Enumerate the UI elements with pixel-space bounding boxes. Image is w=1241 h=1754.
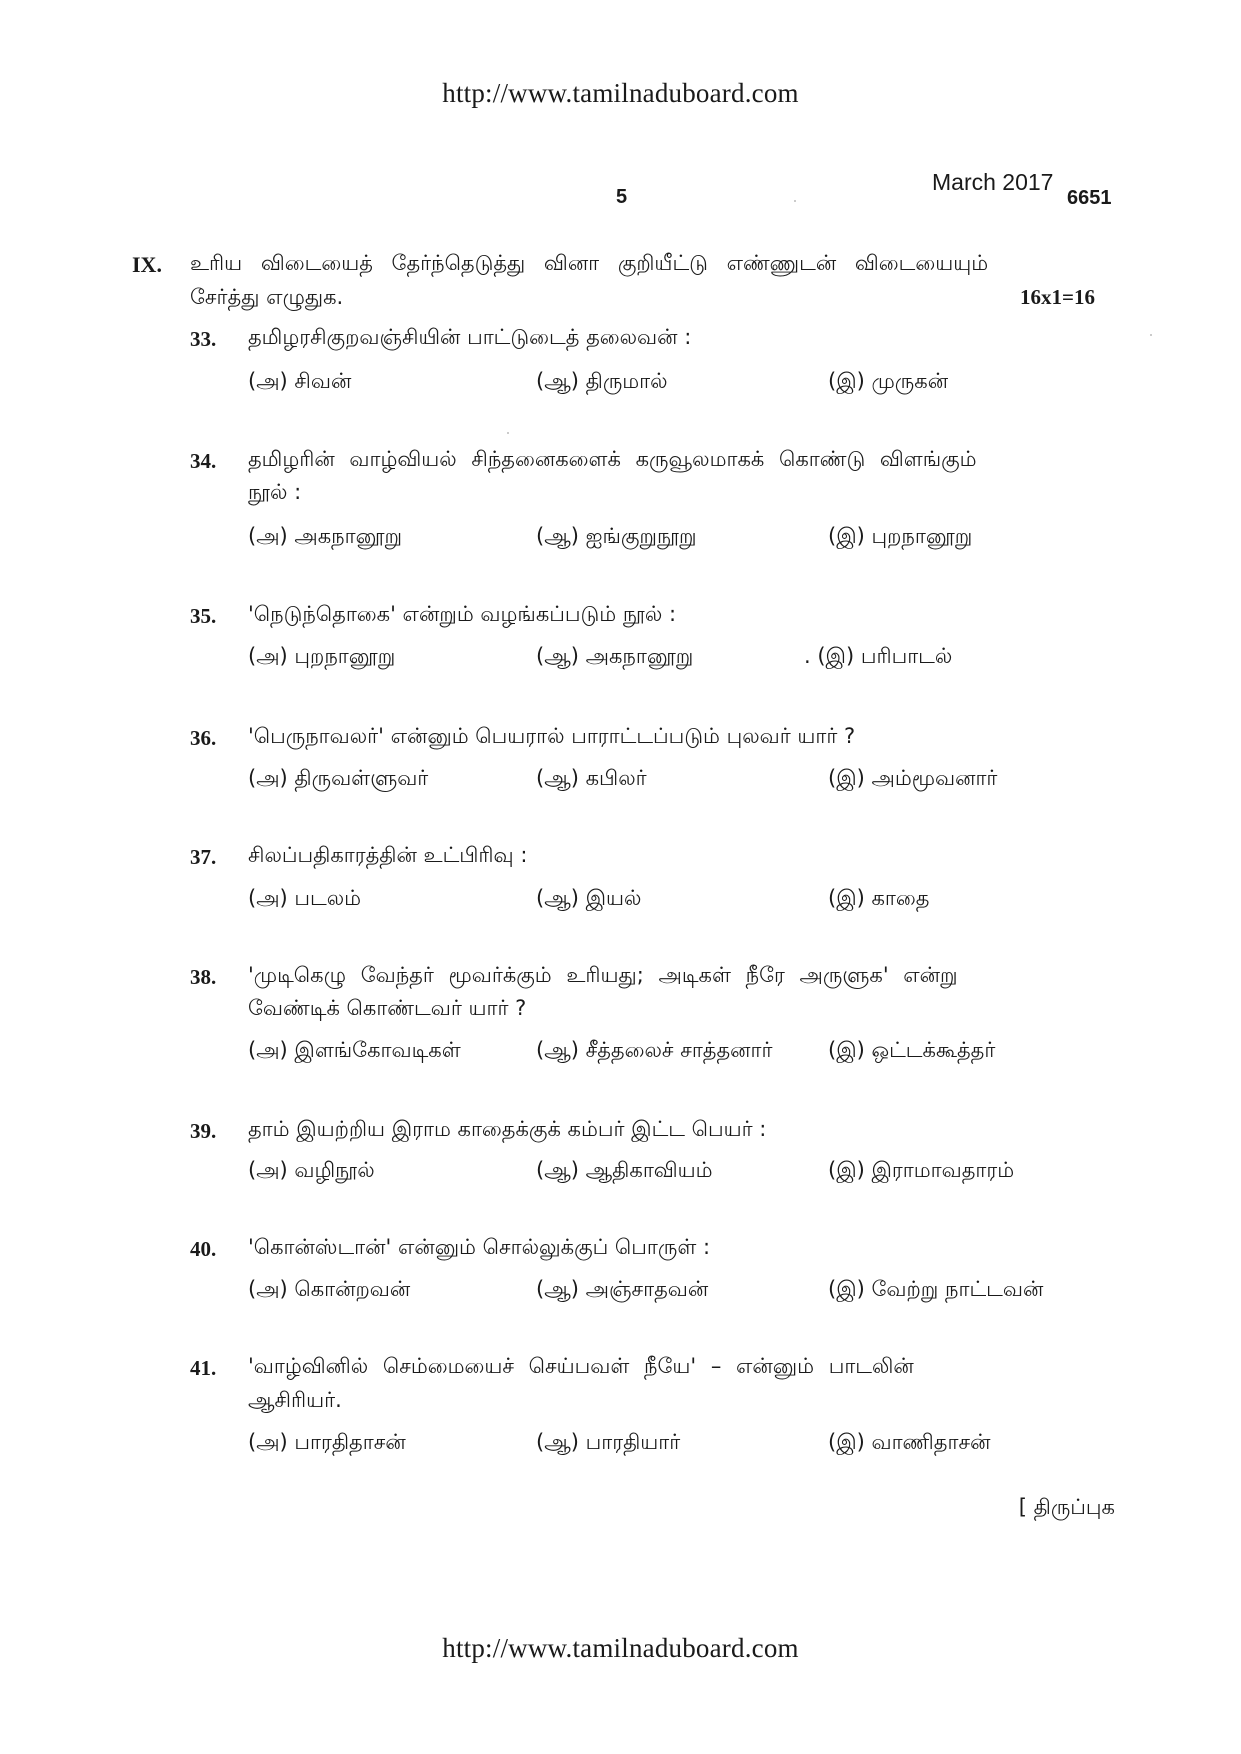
option-a: (அ) கொன்றவன் xyxy=(248,1277,411,1301)
option-b: (ஆ) அகநானூறு xyxy=(536,644,694,668)
option-a: (அ) படலம் xyxy=(248,886,362,910)
question-number: 34. xyxy=(190,449,217,473)
option-b: (ஆ) திருமால் xyxy=(536,369,668,393)
option-b: (ஆ) கபிலர் xyxy=(536,766,647,790)
option-c: (இ) ஒட்டக்கூத்தர் xyxy=(828,1038,996,1062)
source-url-bottom: http://www.tamilnaduboard.com xyxy=(442,1633,799,1663)
option-c: . (இ) பரிபாடல் xyxy=(804,644,953,668)
option-a: (அ) திருவள்ளுவர் xyxy=(248,766,429,790)
option-a: (அ) அகநானூறு xyxy=(248,524,403,548)
question-text: தமிழரசிகுறவஞ்சியின் பாட்டுடைத் தலைவன் : xyxy=(248,325,692,349)
option-b: (ஆ) ஐங்குறுநூறு xyxy=(536,524,697,548)
question-text-continued: ஆசிரியர். xyxy=(248,1388,342,1412)
scan-speck xyxy=(507,432,509,434)
option-c: (இ) முருகன் xyxy=(828,369,949,393)
question-number: 35. xyxy=(190,604,217,628)
question-text-continued: வேண்டிக் கொண்டவர் யார் ? xyxy=(248,996,527,1020)
section-numeral: IX. xyxy=(132,252,162,277)
option-c: (இ) வாணிதாசன் xyxy=(828,1430,991,1454)
question-number: 40. xyxy=(190,1237,217,1261)
question-text: 'கொன்ஸ்டான்' என்னும் சொல்லுக்குப் பொருள் : xyxy=(248,1235,711,1259)
option-a: (அ) சிவன் xyxy=(248,369,352,393)
option-a: (அ) வழிநூல் xyxy=(248,1158,375,1182)
option-a: (அ) புறநானூறு xyxy=(248,644,396,668)
option-c: (இ) புறநானூறு xyxy=(828,524,973,548)
option-b: (ஆ) அஞ்சாதவன் xyxy=(536,1277,709,1301)
page-number: 5 xyxy=(616,186,628,208)
question-text: 'நெடுந்தொகை' என்றும் வழங்கப்படும் நூல் : xyxy=(248,602,677,626)
question-text: சிலப்பதிகாரத்தின் உட்பிரிவு : xyxy=(248,843,528,867)
option-b: (ஆ) ஆதிகாவியம் xyxy=(536,1158,713,1182)
option-b: (ஆ) சீத்தலைச் சாத்தனார் xyxy=(536,1038,773,1062)
question-text: 'பெருநாவலர்' என்னும் பெயரால் பாராட்டப்படும் புலவர் யார் ? xyxy=(248,724,856,748)
section-instruction-line2: சேர்த்து எழுதுக. xyxy=(190,285,344,309)
section-marks: 16x1=16 xyxy=(1020,285,1095,309)
exam-month: March 2017 xyxy=(932,169,1054,195)
question-text: 'முடிகெழு வேந்தர் மூவர்க்கும் உரியது; அடிகள் நீரே அருளுக' என்று xyxy=(248,963,958,987)
option-c: (இ) காதை xyxy=(828,886,930,910)
source-url-top: http://www.tamilnaduboard.com xyxy=(442,78,799,108)
question-text: 'வாழ்வினில் செம்மையைச் செய்பவள் நீயே' – என்னும் பாடலின் xyxy=(248,1354,914,1378)
scan-speck xyxy=(1150,334,1152,336)
question-text-continued: நூல் : xyxy=(248,480,302,504)
option-c: (இ) வேற்று நாட்டவன் xyxy=(828,1277,1044,1301)
question-number: 37. xyxy=(190,845,217,869)
option-b: (ஆ) பாரதியார் xyxy=(536,1430,681,1454)
paper-code: 6651 xyxy=(1067,187,1112,209)
option-c: (இ) அம்மூவனார் xyxy=(828,766,998,790)
option-b: (ஆ) இயல் xyxy=(536,886,642,910)
option-c: (இ) இராமாவதாரம் xyxy=(828,1158,1015,1182)
option-a: (அ) இளங்கோவடிகள் xyxy=(248,1038,461,1062)
question-text: தாம் இயற்றிய இராம காதைக்குக் கம்பர் இட்ட பெயர் : xyxy=(248,1117,767,1141)
section-instruction-line1: உரிய விடையைத் தேர்ந்தெடுத்து வினா குறியீட்டு எண்ணுடன் விடையையும் xyxy=(190,251,989,275)
question-number: 38. xyxy=(190,965,217,989)
question-number: 41. xyxy=(190,1356,217,1380)
question-number: 36. xyxy=(190,726,217,750)
question-text: தமிழரின் வாழ்வியல் சிந்தனைகளைக் கருவூலமாகக் கொண்டு விளங்கும் xyxy=(248,447,977,471)
option-a: (அ) பாரதிதாசன் xyxy=(248,1430,406,1454)
question-number: 39. xyxy=(190,1119,217,1143)
scan-speck xyxy=(794,200,796,202)
continue-note: [ திருப்புக xyxy=(1018,1495,1115,1519)
question-number: 33. xyxy=(190,327,217,351)
